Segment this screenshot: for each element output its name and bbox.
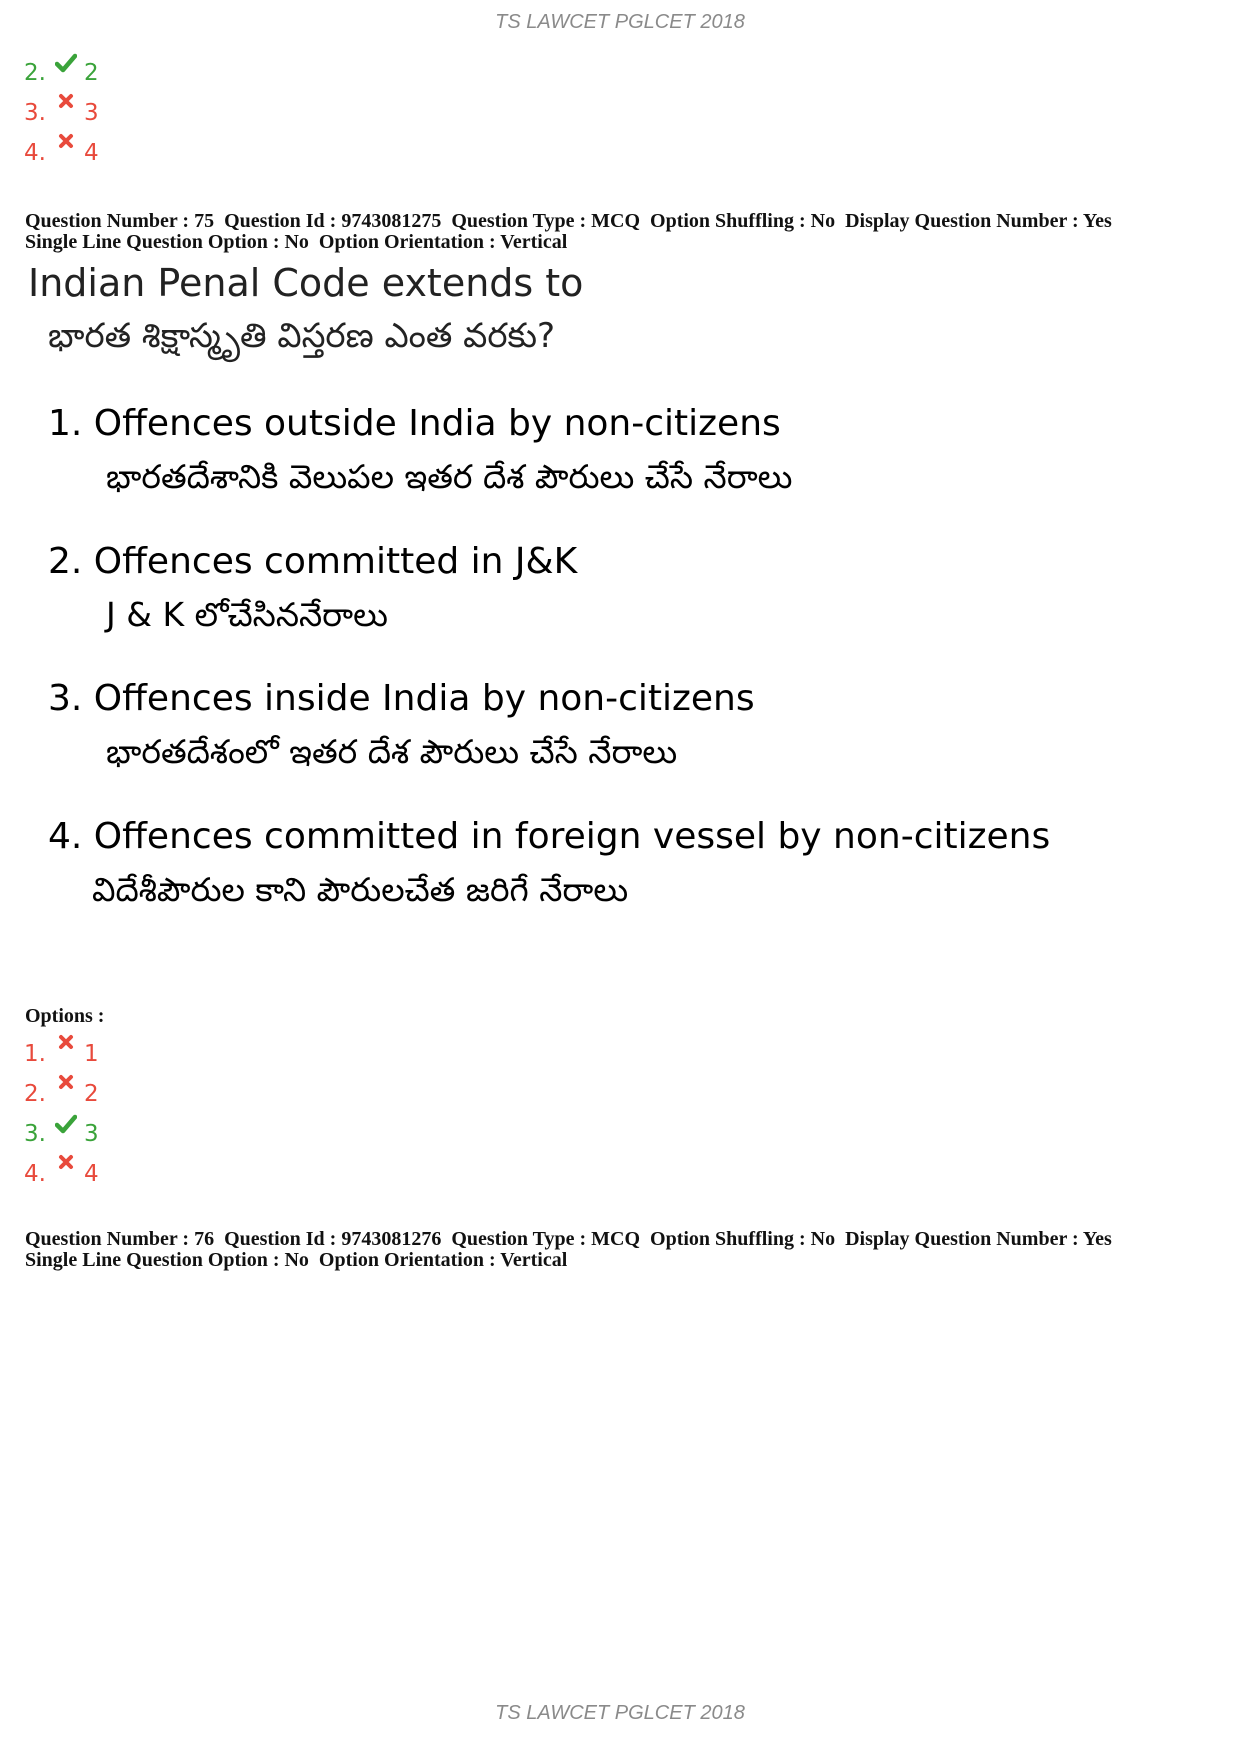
cross-icon: [50, 1034, 82, 1064]
cross-icon: [50, 93, 82, 123]
question-76-meta: [25, 1229, 1112, 1271]
question-text-telugu: భారత శిక్షాస్మృతి విస్తరణ ఎంత వరకు?: [48, 316, 556, 356]
option-row: [24, 133, 99, 173]
choice-english: 4. Offences committed in foreign vessel by non-citizens: [48, 816, 1051, 857]
option-row: [24, 1034, 99, 1074]
question-75-meta: [25, 211, 1112, 253]
choice-telugu: భారతదేశానికి వెలుపల ఇతర దేశ పౌరులు చేసే నేరాలు: [106, 457, 793, 496]
option-number: 3.: [24, 1121, 46, 1147]
choice-telugu: భారతదేశంలో ఇతర దేశ పౌరులు చేసే నేరాలు: [106, 732, 678, 771]
option-value: 3: [84, 100, 99, 126]
option-number: 1.: [24, 1041, 46, 1067]
option-value: 4: [84, 140, 99, 166]
option-value: 4: [84, 1161, 99, 1187]
choice-2: [48, 536, 577, 642]
question-75-body: [28, 258, 1118, 362]
option-value: 3: [84, 1121, 99, 1147]
choice-english: 1. Offences outside India by non-citizens: [48, 403, 781, 444]
option-value: 1: [84, 1041, 99, 1067]
options-label: Options :: [25, 1005, 105, 1027]
option-number: 2.: [24, 1081, 46, 1107]
question-text-english: Indian Penal Code extends to: [28, 261, 584, 305]
option-value: 2: [84, 60, 99, 86]
choice-english: 3. Offences inside India by non-citizens: [48, 678, 755, 719]
page-footer: TS LAWCET PGLCET 2018: [495, 1702, 745, 1724]
meta-line: Single Line Question Option : No Option Orientation : Vertical: [25, 231, 568, 253]
meta-line: Question Number : 76 Question Id : 9743081276 Question Type : MCQ Option Shuffling : No Display Question Number : Yes: [25, 1228, 1112, 1250]
check-icon: [50, 53, 82, 83]
option-row: [24, 1114, 99, 1154]
option-row: [24, 1074, 99, 1114]
option-number: 4.: [24, 1161, 46, 1187]
choice-4: [48, 811, 1050, 917]
option-number: 4.: [24, 140, 46, 166]
question-75-options: [24, 1034, 99, 1194]
choice-telugu: విదేశీపౌరుల కాని పౌరులచేత జరిగే నేరాలు: [92, 870, 629, 909]
cross-icon: [50, 133, 82, 163]
option-row: [24, 53, 99, 93]
option-number: 3.: [24, 100, 46, 126]
choice-english: 2. Offences committed in J&K: [48, 541, 578, 582]
option-number: 2.: [24, 60, 46, 86]
meta-line: Single Line Question Option : No Option Orientation : Vertical: [25, 1249, 568, 1271]
choice-3: [48, 673, 755, 779]
option-row: [24, 1154, 99, 1194]
choice-telugu: J & K లోచేసిననేరాలు: [106, 595, 388, 634]
option-value: 2: [84, 1081, 99, 1107]
prev-question-options: [24, 53, 99, 173]
cross-icon: [50, 1074, 82, 1104]
meta-line: Question Number : 75 Question Id : 9743081275 Question Type : MCQ Option Shuffling : No Display Question Number : Yes: [25, 210, 1112, 232]
check-icon: [50, 1114, 82, 1144]
option-row: [24, 93, 99, 133]
choice-1: [48, 398, 792, 504]
cross-icon: [50, 1154, 82, 1184]
page-header: TS LAWCET PGLCET 2018: [495, 11, 745, 33]
